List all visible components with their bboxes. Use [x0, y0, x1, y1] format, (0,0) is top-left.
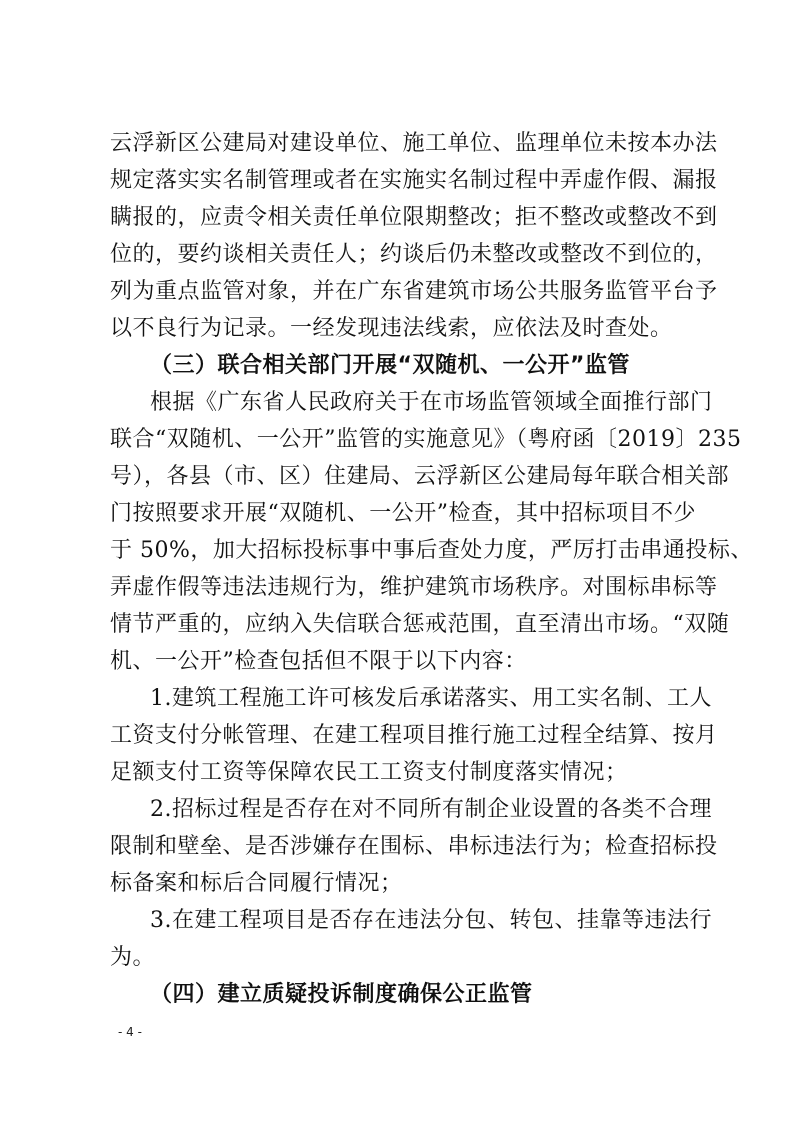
paragraph-line: 联合“双随机、一公开”监管的实施意见》（粤府函〔2019〕235 [110, 427, 742, 452]
list-item-line: 1.建筑工程施工许可核发后承诺落实、用工实名制、工人 [150, 686, 712, 711]
paragraph-line: 弄虚作假等违法违规行为，维护建筑市场秩序。对围标串标等 [110, 575, 718, 600]
list-item-line: 3.在建工程项目是否存在违法分包、转包、挂靠等违法行 [150, 908, 712, 933]
paragraph-line: 根据《广东省人民政府关于在市场监管领域全面推行部门 [150, 390, 713, 415]
paragraph-line: 瞒报的，应责令相关责任单位限期整改；拒不整改或整改不到 [110, 205, 718, 230]
list-item-line: 限制和壁垒、是否涉嫌存在围标、串标违法行为；检查招标投 [110, 834, 718, 859]
paragraph-line: 云浮新区公建局对建设单位、施工单位、监理单位未按本办法 [110, 131, 718, 156]
section-heading-four: （四）建立质疑投诉制度确保公正监管 [150, 982, 533, 1007]
section-heading-three: （三）联合相关部门开展“双随机、一公开”监管 [150, 353, 630, 378]
paragraph-line: 机、一公开”检查包括但不限于以下内容： [110, 649, 527, 674]
paragraph-line: 以不良行为记录。一经发现违法线索，应依法及时查处。 [110, 316, 673, 341]
paragraph-line: 列为重点监管对象，并在广东省建筑市场公共服务监管平台予 [110, 279, 718, 304]
paragraph-line: 于 50%，加大招标投标事中事后查处力度，严厉打击串通投标、 [110, 538, 753, 563]
list-item-line: 为。 [110, 945, 156, 970]
page-number: - 4 - [118, 1025, 142, 1039]
list-item-line: 标备案和标后合同履行情况； [110, 871, 403, 896]
paragraph-line: 位的，要约谈相关责任人；约谈后仍未整改或整改不到位的， [110, 242, 718, 267]
list-item-line: 工资支付分帐管理、在建工程项目推行施工过程全结算、按月 [110, 723, 718, 748]
list-item-line: 2.招标过程是否存在对不同所有制企业设置的各类不合理 [150, 797, 712, 822]
paragraph-line: 号），各县（市、区）住建局、云浮新区公建局每年联合相关部 [110, 464, 730, 489]
paragraph-line: 情节严重的，应纳入失信联合惩戒范围，直至清出市场。“双随 [110, 612, 730, 637]
paragraph-line: 规定落实实名制管理或者在实施实名制过程中弄虚作假、漏报 [110, 168, 718, 193]
list-item-line: 足额支付工资等保障农民工工资支付制度落实情况； [110, 760, 628, 785]
paragraph-line: 门按照要求开展“双随机、一公开”检查，其中招标项目不少 [110, 501, 696, 526]
